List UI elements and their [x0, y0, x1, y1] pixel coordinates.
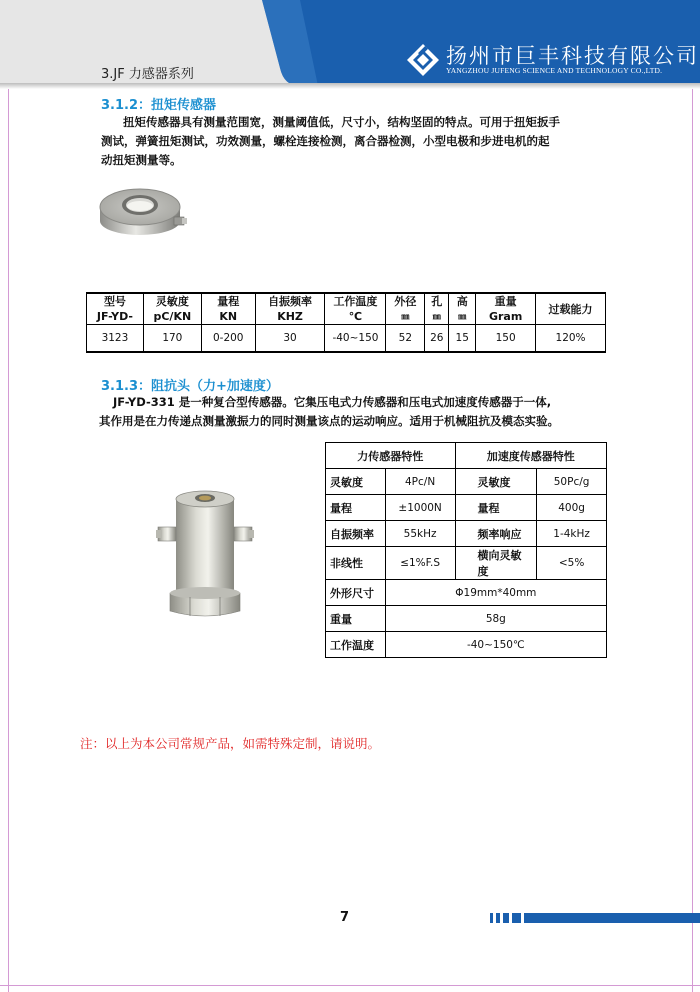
torque-para-line: 动扭矩测量等。 — [101, 153, 182, 167]
col-subheader: KN — [201, 309, 255, 325]
table-row — [87, 325, 606, 353]
table-cell: 15 — [449, 325, 476, 353]
table-cell: -40~150 — [325, 325, 386, 353]
col-subheader: Gram — [476, 309, 536, 325]
table-cell: 52 — [386, 325, 425, 353]
col-header: 外径 — [386, 293, 425, 309]
table-row — [326, 580, 607, 606]
table-row — [326, 521, 607, 547]
row-value: 50Pc/g — [537, 469, 607, 495]
jufeng-diamond-logo-icon — [406, 43, 440, 77]
row-value: ≤1%F.S — [385, 547, 455, 580]
row-label: 自振频率 — [326, 521, 386, 547]
col-header: 孔 — [425, 293, 449, 309]
table-cell: 150 — [476, 325, 536, 353]
impedance-spec-table — [325, 442, 607, 658]
torque-para-line: 测试，弹簧扭矩测试，功效测量，螺栓连接检测，离合器检测，小型电极和步进电机的起 — [101, 134, 550, 148]
crop-mark-left — [8, 0, 9, 992]
row-value: 58g — [385, 606, 606, 632]
col-subheader: ㎜ — [449, 309, 476, 325]
row-label: 量程 — [455, 495, 537, 521]
row-label: 外形尺寸 — [326, 580, 386, 606]
col-subheader: KHZ — [255, 309, 325, 325]
row-value: <5% — [537, 547, 607, 580]
col-subheader: ℃ — [325, 309, 386, 325]
table-row — [326, 547, 607, 580]
row-label: 横向灵敏度 — [455, 547, 537, 580]
row-value: 55kHz — [385, 521, 455, 547]
col-header: 自振频率 — [255, 293, 325, 309]
row-label: 非线性 — [326, 547, 386, 580]
col-subheader: pC/KN — [143, 309, 201, 325]
col-subheader: ㎜ — [386, 309, 425, 325]
table-cell: 3123 — [87, 325, 144, 353]
company-name-en: YANGZHOU JUFENG SCIENCE AND TECHNOLOGY CO.,LTD. — [446, 66, 663, 75]
row-value: 4Pc/N — [385, 469, 455, 495]
impedance-heading: 3.1.3：阻抗头（力+加速度） — [101, 379, 279, 394]
table-cell: 26 — [425, 325, 449, 353]
page-number: 7 — [340, 910, 350, 925]
torque-paragraph — [101, 113, 601, 170]
footer-blue-bars — [490, 913, 700, 923]
row-label: 工作温度 — [326, 632, 386, 658]
row-value: 1-4kHz — [537, 521, 607, 547]
custom-order-note: 注：以上为本公司常规产品，如需特殊定制，请说明。 — [80, 736, 381, 751]
row-value: Φ19mm*40mm — [385, 580, 606, 606]
row-label: 频率响应 — [455, 521, 537, 547]
torque-para-line: 扭矩传感器具有测量范围宽，测量阈值低，尺寸小，结构坚固的特点。可用于扭矩扳手 — [123, 115, 560, 129]
crop-mark-bottom — [0, 985, 700, 986]
table-cell: 120% — [536, 325, 606, 353]
table-row — [326, 632, 607, 658]
impedance-para-line: 其作用是在力传递点测量激振力的同时测量该点的运动响应。适用于机械阻抗及模态实验。 — [99, 414, 559, 428]
row-label: 重量 — [326, 606, 386, 632]
header-shadow — [0, 83, 700, 89]
company-name-cn: 扬州市巨丰科技有限公司 — [446, 44, 699, 68]
torque-spec-table — [86, 292, 606, 353]
impedance-paragraph — [99, 393, 619, 431]
table-cell: 0-200 — [201, 325, 255, 353]
table-cell: 170 — [143, 325, 201, 353]
crop-mark-right — [692, 0, 693, 992]
col-header: 过载能力 — [536, 293, 606, 325]
impedance-head-image — [156, 487, 254, 619]
row-value: -40~150℃ — [385, 632, 606, 658]
table-row — [326, 495, 607, 521]
col-subheader: ㎜ — [425, 309, 449, 325]
torque-heading: 3.1.2：扭矩传感器 — [101, 98, 217, 113]
row-value: 400g — [537, 495, 607, 521]
table-cell: 30 — [255, 325, 325, 353]
col-header: 高 — [449, 293, 476, 309]
section-label: 3.JF 力感器系列 — [101, 67, 194, 82]
col-header: 型号 — [87, 293, 144, 309]
torque-sensor-image — [96, 183, 188, 245]
row-label: 灵敏度 — [326, 469, 386, 495]
force-sensor-header: 力传感器特性 — [326, 443, 456, 469]
accel-sensor-header: 加速度传感器特性 — [455, 443, 606, 469]
col-header: 重量 — [476, 293, 536, 309]
row-label: 量程 — [326, 495, 386, 521]
row-label: 灵敏度 — [455, 469, 537, 495]
impedance-para-line: JF-YD-331 是一种复合型传感器。它集压电式力传感器和压电式加速度传感器于一体, — [113, 395, 552, 409]
table-row — [326, 606, 607, 632]
col-header: 灵敏度 — [143, 293, 201, 309]
row-value: ±1000N — [385, 495, 455, 521]
col-header: 量程 — [201, 293, 255, 309]
col-header: 工作温度 — [325, 293, 386, 309]
table-row — [326, 469, 607, 495]
col-subheader: JF-YD- — [87, 309, 144, 325]
